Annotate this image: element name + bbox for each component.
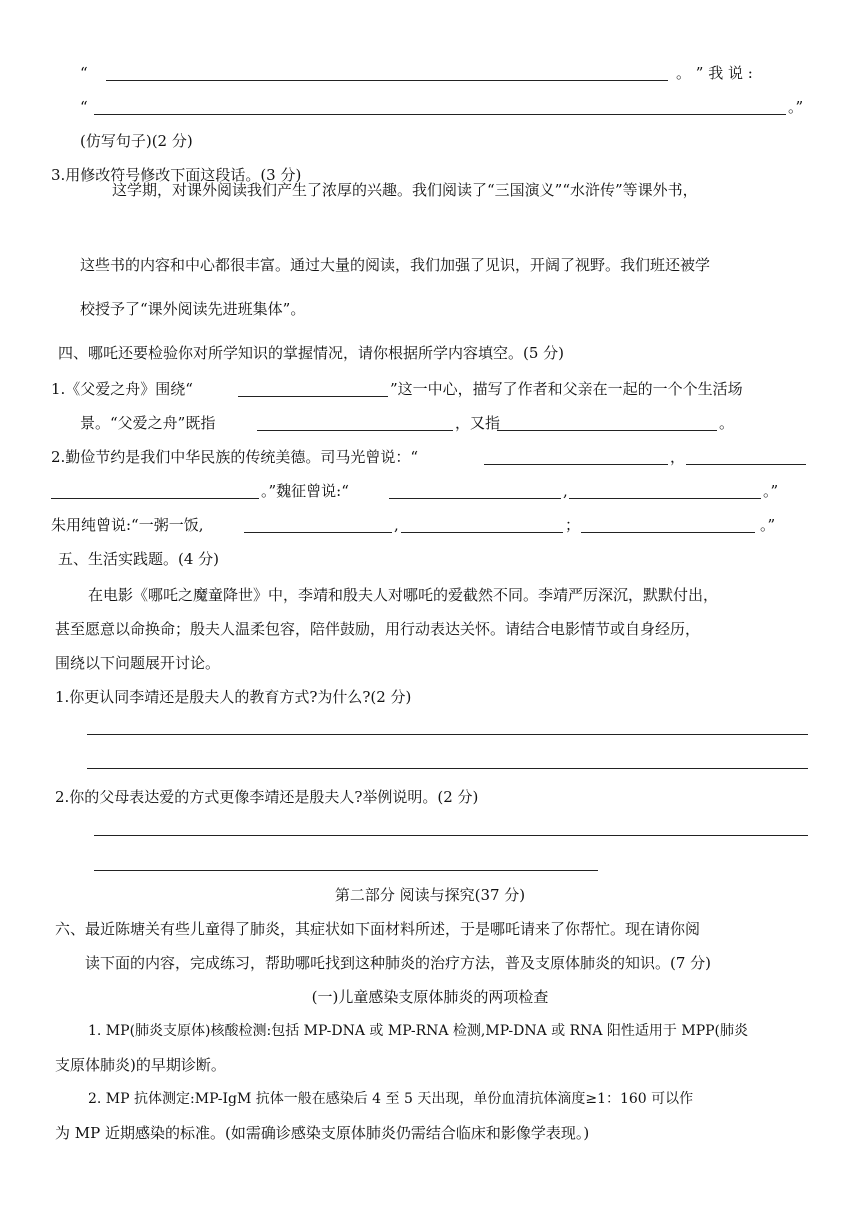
material-line: 2. MP 抗体测定:MP-IgM 抗体一般在感染后 4 至 5 天出现，单份血清抗体滴度≥1：160 可以作	[88, 1091, 694, 1107]
answer-blank[interactable]	[238, 396, 388, 397]
section-4-heading: 四、哪吒还要检验你对所学知识的掌握情况，请你根据所学内容填空。(5 分)	[58, 344, 565, 362]
paragraph-line: 这些书的内容和中心都很丰富。通过大量的阅读，我们加强了见识，开阔了视野。我们班还被学	[80, 256, 711, 274]
quote-open: “	[80, 98, 88, 116]
question-1-text: ，又指	[455, 414, 501, 432]
section-6-heading: 读下面的内容，完成练习，帮助哪吒找到这种肺炎的治疗方法，普及支原体肺炎的知识。(7 分)	[85, 954, 712, 972]
answer-blank[interactable]	[581, 532, 755, 533]
question-1-text: 1.《父爱之舟》围绕“	[51, 380, 193, 398]
quote-close: 。”	[788, 98, 804, 116]
question-2-text: 朱用纯曾说:“一粥一饭,	[51, 516, 204, 534]
question-1-text: 景。“父爱之舟”既指	[80, 414, 216, 432]
punct: 。”	[760, 516, 776, 534]
material-line: 为 MP 近期感染的标准。(如需确诊感染支原体肺炎仍需结合临床和影像学表现。)	[55, 1124, 590, 1142]
material-line: 支原体肺炎)的早期诊断。	[55, 1056, 226, 1074]
answer-line[interactable]	[94, 835, 808, 836]
punct: ,	[394, 516, 399, 534]
paragraph-line: 这学期，对课外阅读我们产生了浓厚的兴趣。我们阅读了“三国演义”“水浒传”等课外书，	[112, 181, 698, 199]
paragraph-line: 在电影《哪吒之魔童降世》中，李靖和殷夫人对哪吒的爱截然不同。李靖严厉深沉，默默付出，	[88, 586, 719, 604]
answer-blank[interactable]	[389, 498, 561, 499]
question-1-text: ”这一中心，描写了作者和父亲在一起的一个个生活场	[390, 380, 743, 398]
answer-blank[interactable]	[497, 430, 717, 431]
question-5-2: 2.你的父母表达爱的方式更像李靖还是殷夫人?举例说明。(2 分)	[55, 788, 479, 806]
question-1-text: 。	[719, 414, 735, 432]
question-5-1: 1.你更认同李靖还是殷夫人的教育方式?为什么?(2 分)	[55, 688, 412, 706]
subsection-title: (一)儿童感染支原体肺炎的两项检查	[311, 988, 549, 1006]
answer-blank[interactable]	[244, 532, 392, 533]
answer-line[interactable]	[94, 870, 598, 871]
paragraph-line: 甚至愿意以命换命；殷夫人温柔包容，陪伴鼓励，用行动表达关怀。请结合电影情节或自身经历，	[55, 620, 701, 638]
quote-close-wo-shuo: 。 ” 我 说 :	[676, 64, 753, 82]
punct: 。”	[763, 482, 779, 500]
part-2-heading: 第二部分 阅读与探究(37 分)	[334, 886, 526, 904]
answer-blank[interactable]	[257, 430, 453, 431]
paragraph-line: 校授予了“课外阅读先进班集体”。	[80, 300, 306, 318]
section-5-heading: 五、生活实践题。(4 分)	[58, 550, 220, 568]
answer-line[interactable]	[87, 768, 808, 769]
answer-blank[interactable]	[94, 114, 786, 115]
answer-blank[interactable]	[569, 498, 761, 499]
answer-blank[interactable]	[401, 532, 563, 533]
section-6-heading: 六、最近陈塘关有些儿童得了肺炎，其症状如下面材料所述，于是哪吒请来了你帮忙。现在请你阅	[55, 920, 701, 938]
answer-blank[interactable]	[686, 464, 806, 465]
question-2-text: 。”魏征曾说:“	[261, 482, 349, 500]
punct: ,	[563, 482, 568, 500]
punct: ；	[565, 516, 581, 534]
answer-blank[interactable]	[51, 498, 259, 499]
punct: ，	[670, 448, 686, 466]
score-note: (仿写句子)(2 分)	[80, 132, 193, 150]
question-2-text: 2.勤俭节约是我们中华民族的传统美德。司马光曾说：“	[51, 448, 418, 466]
question-3: 3.用修改符号修改下面这段话。(3 分)	[51, 166, 302, 184]
answer-blank[interactable]	[484, 464, 668, 465]
answer-line[interactable]	[87, 734, 808, 735]
paragraph-line: 围绕以下问题展开讨论。	[55, 654, 221, 672]
answer-blank[interactable]	[106, 80, 668, 81]
quote-open: “	[80, 64, 88, 82]
material-line: 1. MP(肺炎支原体)核酸检测:包括 MP-DNA 或 MP-RNA 检测,MP-DNA 或 RNA 阳性适用于 MPP(肺炎	[88, 1023, 749, 1039]
